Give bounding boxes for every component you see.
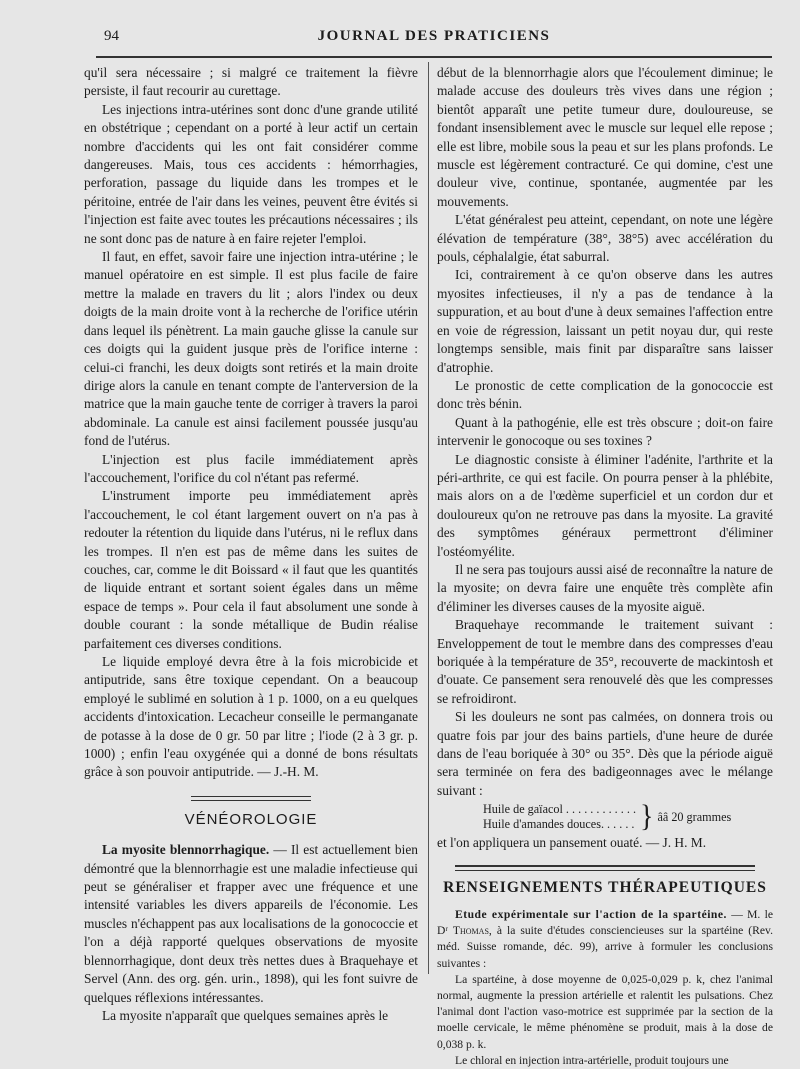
column-divider — [428, 62, 429, 974]
study-title: Etude expérimentale sur l'action de la spartéine. — [455, 908, 727, 922]
paragraph: L'instrument importe peu immédiatement après l'accouchement, le col étant largement ouvert on n'a pas à redouter la rétention du liquide dans l'utérus, ni le reflux dans les trompes. Il n'en est pas de même dans les suites de couches, car, comme le dit Boissard « il faut que les quantités de liquide entrant et sortant soient égales dans un même espace de temps ». Pour cela il faut absolument une sonde à double courant : la sonde métallique de Budin réalise parfaitement ces diverses conditions. — [84, 488, 418, 651]
article-paragraph — [84, 841, 418, 1007]
paragraph: Le liquide employé devra être à la fois microbicide et antiputride, sans être toxique cependant. On a beaucoup employé le sublimé en solution à 1 p. 1000, on a eu quelques accidents d'intoxication. Lecacheur conseille le permanganate de potasse à la dose de 0 gr. 50 par litre ; l'iode (2 à 3 gr. p. 1000) ; enfin l'eau oxygénée qui a donné de bons résultats grâce à son pouvoir antiputride. — J.-H. M. — [84, 654, 418, 780]
prescription-formula — [483, 799, 773, 834]
paragraph: Quant à la pathogénie, elle est très obscure ; doit-on faire intervenir le gonocoque ou ses toxines ? — [437, 414, 773, 449]
article-text: — Il est actuellement bien démontré que la blennorrhagie est une maladie infectieuse qui peut se généraliser et frapper avec une fréquence et une intensité variables les divers appareils de l'économie. Les muscles n'échappent pas aux localisations de la gonococcie et l'on a déjà rapporté quelques observations de myosite blennorrhagique, dont deux très nettes dues à Braquehaye et Servel (Ann. des org. gén. urin., 1898), qui les font suivre de quelques réflexions intéressantes. — [84, 842, 418, 1005]
paragraph: début de la blennorrhagie alors que l'écoulement diminue; le malade accuse des douleurs très vives dans une région ; bientôt apparaît une petite tumeur dure, douloureuse, se fondant insensiblement avec le muscle sur lequel elle repose ; elle est libre, mobile sous la peau et sur les plans profonds. Le muscle est légèrement contracturé. Ce qui domine, c'est une douleur vive, continue, spontanée, augmentée par les mouvements. — [437, 65, 773, 209]
left-column — [84, 64, 418, 1025]
paragraph: Il ne sera pas toujours aussi aisé de reconnaître la nature de la myosite; on devra faire une enquête très complète afin d'éliminer les diverses causes de la myosite aiguë. — [437, 561, 773, 614]
page-number: 94 — [104, 28, 119, 44]
paragraph: Il faut, en effet, savoir faire une injection intra-utérine ; le manuel opératoire en est simple. Il est plus facile de faire mettre la malade en travers du lit ; alors l'index ou deux doigts de la main droite vont à la recherche de l'orifice utérin dans lequel ils pénètrent. La main gauche glisse la canule sur ces doigts qui la guident jusque près de l'orifice interne : celui-ci franchi, les deux doigts sont retirés et la main droite dirige alors la canule en tenant compte de l'anterversion de la matrice que la main gauche tente de corriger à travers la paroi abdominale. La canule est ainsi facilement poussée jusqu'au fond de l'utérus. — [84, 249, 418, 449]
header-rule — [96, 56, 772, 58]
section-heading-venereologie: VÉNÉOROLOGIE — [184, 810, 318, 828]
paragraph: La myosite n'apparaît que quelques semaines après le — [102, 1007, 389, 1023]
paragraph: Si les douleurs ne sont pas calmées, on donnera trois ou quatre fois par jour des bains partiels, d'une heure de durée dans de l'eau boriquée à 30° ou 35°. Dès que la période aiguë sera terminée on fera des badigeonnages avec le mélange suivant : — [437, 709, 773, 798]
section-separator — [191, 796, 311, 801]
section-separator — [455, 865, 755, 871]
formula-dose: ââ 20 grammes — [657, 809, 732, 824]
formula-ingredients — [483, 802, 636, 832]
paragraph: Les injections intra-utérines sont donc d'une grande utilité en obstétrique ; cependant on a porté à leur actif un certain nombre d'accidents qui les ont fait considérer comme dangereuses. Mais, tous ces accidents : hémorrhagies, perforation, passage du liquide dans les trompes et le péritoine, entrée de l'air dans les veines, peuvent être évités si l'injection est faite avec toutes les précautions nécessaires ; ils ne sont donc pas de nature à en faire rejeter l'emploi. — [84, 101, 418, 246]
paragraph: Le pronostic de cette complication de la gonococcie est donc très bénin. — [437, 377, 773, 412]
study-text: , à la suite d'études consciencieuses sur la spartéine (Rev. méd. Suisse romande, déc. 99), arrive à formuler les conclusions suivantes : — [437, 924, 773, 970]
therapeutic-notes — [437, 907, 773, 1069]
paragraph: qu'il sera nécessaire ; si malgré ce traitement la fièvre persiste, il faut recourir au curettage. — [84, 65, 418, 99]
paragraph: La spartéine, à dose moyenne de 0,025-0,029 p. k, chez l'animal normal, augmente la pression artérielle et ralentit les pulsations. Chez l'animal dont l'action vaso-motrice est supprimée par la section de la moelle cervicale, le même phénomène se produit, mais à la dose de 0,038 p. k. — [437, 972, 773, 1051]
paragraph: Le chloral en injection intra-artérielle, produit toujours une — [455, 1053, 729, 1067]
study-dash: — — [726, 908, 748, 922]
formula-ingredient: Huile de gaïacol . . . . . . . . . . . . — [483, 802, 636, 817]
study-author: Thomas — [452, 924, 489, 938]
formula-ingredient: Huile d'amandes douces. . . . . . — [483, 817, 635, 832]
study-paragraph — [437, 907, 773, 972]
section-heading-renseignements: RENSEIGNEMENTS THÉRAPEUTIQUES — [443, 878, 767, 896]
paragraph: Braquehaye recommande le traitement suivant : Enveloppement de tout le membre dans des compresses d'eau boriquée à la température de 35°, recouverte de mackintosh et d'ouate. Ce pansement sera renouvelé dès que les compresses se refroidiront. — [437, 617, 773, 706]
article-title: La myosite blennorrhagique. — [102, 842, 270, 858]
paragraph: L'injection est plus facile immédiatement après l'accouchement, l'orifice du col n'étant pas refermé. — [84, 451, 418, 485]
running-title: JOURNAL DES PRATICIENS — [317, 28, 551, 44]
study-text: M. le Dʳ — [437, 908, 773, 938]
paragraph: L'état généralest peu atteint, cependant, on note une légère élévation de température (38°, 38°5) avec accélération du pouls, céphalalgie, état saburral. — [437, 212, 773, 265]
paragraph: Le diagnostic consiste à éliminer l'adénite, l'arthrite et la péri-arthrite, ce qui est facile. On pourra penser à la phlébite, mais alors on a de l'œdème superficiel et un cordon dur et douloureux qu'on ne retrouve pas dans la myosite. La gravité des symptômes généraux permettront d'éliminer l'ostéomyélite. — [437, 451, 773, 559]
brace-symbol: } — [640, 799, 654, 834]
page-header — [96, 24, 772, 50]
right-column — [437, 64, 773, 1069]
paragraph: et l'on appliquera un pansement ouaté. — J. H. M. — [437, 835, 707, 851]
paragraph: Ici, contrairement à ce qu'on observe dans les autres myosites infectieuses, il n'y a pas de tendance à la suppuration, et au bout d'une à deux semaines l'affection entre en voie de régression, laissant un petit noyau dur, qui reste longtemps sensible, mais finit par disparaître sans laisser d'atrophie. — [437, 267, 773, 375]
